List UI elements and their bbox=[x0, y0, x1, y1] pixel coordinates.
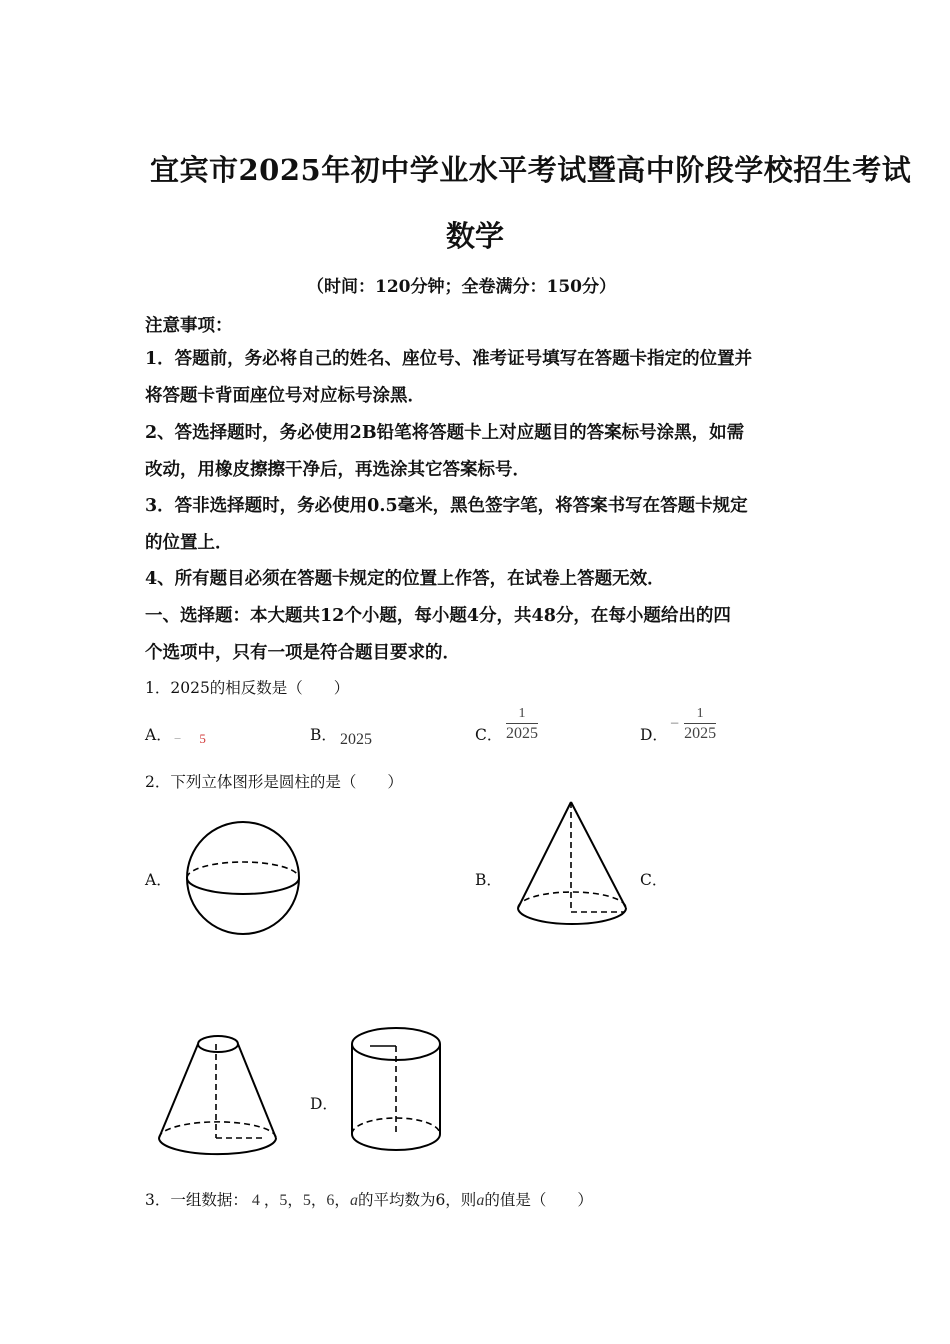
note-2-line1: 2、答选择题时，务必使用2B铅笔将答题卡上对应题目的答案标号涂黑，如需 bbox=[145, 423, 745, 443]
q3-stem bbox=[145, 1188, 593, 1210]
frustum-figure bbox=[154, 1030, 282, 1160]
q1-option-a-number: 5 bbox=[199, 731, 206, 746]
q1-option-d-numerator: 1 bbox=[696, 706, 704, 721]
notes-heading: 注意事项： bbox=[145, 316, 233, 336]
q3-sep-4: ， bbox=[334, 1191, 350, 1209]
subject-title: 数学 bbox=[446, 219, 505, 253]
q2-option-b-label: B． bbox=[475, 871, 502, 889]
q3-stem-mid: 的平均数为6，则 bbox=[357, 1191, 477, 1209]
sphere-figure bbox=[180, 822, 306, 938]
q1-option-a-value bbox=[174, 731, 206, 747]
q3-sep-2: ， bbox=[287, 1191, 303, 1209]
q1-option-d-minus: − bbox=[670, 715, 680, 733]
q1-stem: 1．2025的相反数是（ ） bbox=[145, 679, 350, 697]
q2-option-a-label: A． bbox=[145, 871, 172, 889]
q3-data-3: 5 bbox=[302, 1192, 311, 1209]
q3-variable-a-2: a bbox=[476, 1192, 485, 1209]
q3-sep-3: ， bbox=[310, 1191, 327, 1209]
q2-option-d-label: D． bbox=[310, 1095, 338, 1113]
q1-option-b-value: 2025 bbox=[340, 731, 372, 748]
q3-data-2: 5 bbox=[279, 1192, 288, 1209]
time-info: （时间：120分钟；全卷满分：150分） bbox=[307, 277, 616, 297]
note-4: 4、所有题目必须在答题卡规定的位置上作答，在试卷上答题无效． bbox=[145, 569, 665, 589]
note-3-line1: 3．答非选择题时，务必使用0.5毫米，黑色签字笔，将答案书写在答题卡规定 bbox=[145, 496, 748, 516]
cylinder-figure bbox=[348, 1024, 444, 1154]
note-3-line2: 的位置上． bbox=[145, 533, 233, 553]
q2-option-c-label: C． bbox=[640, 871, 668, 889]
q1-option-c-denominator: 2025 bbox=[506, 725, 538, 742]
q2-stem: 2．下列立体图形是圆柱的是（ ） bbox=[145, 773, 403, 791]
note-1-line2: 将答题卡背面座位号对应标号涂黑． bbox=[145, 386, 425, 406]
q1-option-b-label: B． bbox=[310, 726, 337, 744]
q1-option-d-label: D． bbox=[640, 726, 668, 744]
note-1-line1: 1．答题前，务必将自己的姓名、座位号、准考证号填写在答题卡指定的位置并 bbox=[145, 349, 753, 369]
section1-line2: 个选项中，只有一项是符合题目要求的． bbox=[145, 643, 460, 663]
note-2-line2: 改动，用橡皮擦擦干净后，再选涂其它答案标号． bbox=[145, 460, 530, 480]
q3-sep-1: ， bbox=[263, 1191, 280, 1209]
q1-option-c-fraction bbox=[506, 706, 538, 743]
section1-line1: 一、选择题：本大题共12个小题，每小题4分，共48分，在每小题给出的四 bbox=[145, 606, 731, 626]
q3-stem-suffix: 的值是（ ） bbox=[484, 1191, 593, 1209]
q3-data-1: 4 bbox=[251, 1192, 260, 1209]
q1-option-a-minus: − bbox=[174, 731, 182, 746]
cone-figure bbox=[512, 798, 632, 934]
q1-option-d-fraction bbox=[670, 706, 716, 743]
q3-variable-a: a bbox=[349, 1192, 358, 1209]
page-title: 宜宾市2025年初中学业水平考试暨高中阶段学校招生考试 bbox=[150, 153, 912, 187]
q1-option-a-label: A． bbox=[145, 726, 172, 744]
q1-option-d-denominator: 2025 bbox=[684, 725, 717, 742]
q3-data-4: 6 bbox=[326, 1192, 335, 1209]
q1-option-c-label: C． bbox=[475, 726, 503, 744]
q3-stem-prefix: 3．一组数据： bbox=[145, 1191, 248, 1209]
q1-option-c-numerator: 1 bbox=[518, 706, 526, 721]
